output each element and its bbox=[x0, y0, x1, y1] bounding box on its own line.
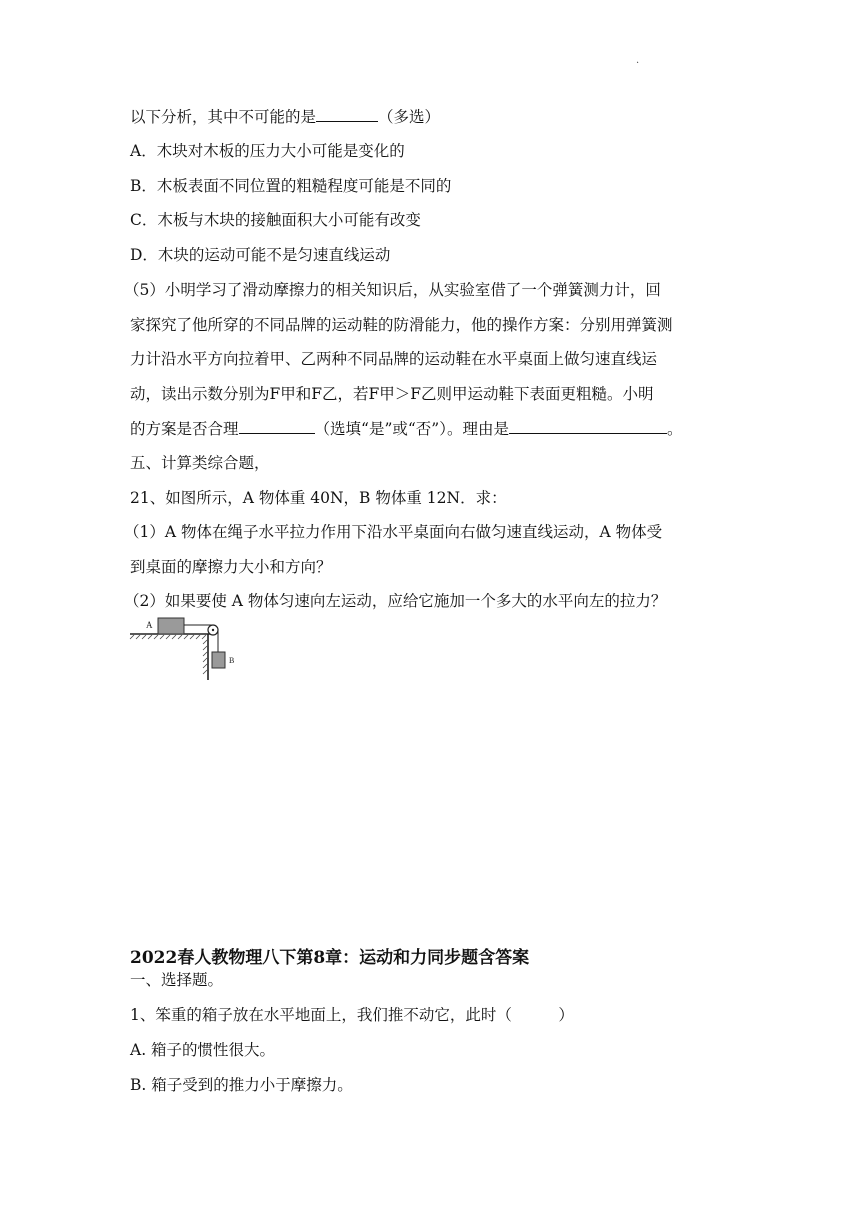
q21-part2: （2）如果要使 A 物体匀速向左运动，应给它施加一个多大的水平向左的拉力？ bbox=[124, 592, 667, 610]
q5-line5 bbox=[130, 418, 682, 439]
q5-line5-a: 的方案是否合理 bbox=[130, 420, 239, 438]
q1-option-b: B. 箱子受到的推力小于摩擦力。 bbox=[130, 1076, 353, 1094]
q5-line4: 动，读出示数分别为F甲和F乙，若F甲＞F乙则甲运动鞋下表面更粗糙。小明 bbox=[130, 385, 654, 403]
q4-stem bbox=[130, 106, 440, 127]
q4-option-a: A．木块对木板的压力大小可能是变化的 bbox=[130, 142, 405, 160]
q4-stem-suffix: （多选） bbox=[378, 108, 441, 126]
q5-line2: 家探究了他所穿的不同品牌的运动鞋的防滑能力，他的操作方案：分别用弹簧测 bbox=[130, 316, 673, 334]
q4-option-b: B．木板表面不同位置的粗糙程度可能是不同的 bbox=[130, 177, 452, 195]
q1-stem: 1、笨重的箱子放在水平地面上，我们推不动它，此时（ ） bbox=[130, 1006, 574, 1024]
q4-option-c: C．木板与木块的接触面积大小可能有改变 bbox=[130, 211, 421, 229]
q5-line5-c: 。 bbox=[666, 420, 683, 438]
header-dot: · bbox=[636, 58, 640, 69]
block-b bbox=[212, 652, 225, 668]
q5-line3: 力计沿水平方向拉着甲、乙两种不同品牌的运动鞋在水平桌面上做匀速直线运 bbox=[130, 350, 658, 368]
section-five-heading: 五、计算类综合题， bbox=[130, 454, 270, 472]
document-title: 2022春人教物理八下第8章：运动和力同步题含答案 bbox=[130, 948, 530, 968]
section-one-heading: 一、选择题。 bbox=[130, 971, 224, 989]
q5-line5-b: （选填“是”或“否”）。理由是 bbox=[314, 420, 509, 438]
pulley-diagram bbox=[128, 608, 244, 696]
q4-stem-prefix: 以下分析，其中不可能的是 bbox=[130, 108, 317, 126]
pulley-axle-icon bbox=[212, 629, 214, 631]
q4-option-d: D．木块的运动可能不是匀速直线运动 bbox=[130, 246, 391, 264]
q21-stem: 21、如图所示，A 物体重 40N，B 物体重 12N．求： bbox=[130, 489, 507, 507]
label-a: A bbox=[146, 620, 153, 630]
answer-blank[interactable] bbox=[239, 418, 315, 434]
answer-blank[interactable] bbox=[509, 418, 667, 434]
edge-hatching bbox=[203, 640, 207, 674]
table-hatching bbox=[130, 635, 206, 639]
q21-part1-line2: 到桌面的摩擦力大小和方向？ bbox=[130, 558, 332, 576]
answer-blank[interactable] bbox=[316, 106, 378, 122]
block-a bbox=[158, 618, 184, 634]
q1-option-a: A. 箱子的惯性很大。 bbox=[130, 1041, 276, 1059]
label-b: B bbox=[229, 656, 235, 665]
q5-line1: （5）小明学习了滑动摩擦力的相关知识后，从实验室借了一个弹簧测力计，回 bbox=[124, 281, 661, 299]
q21-part1-line1: （1）A 物体在绳子水平拉力作用下沿水平桌面向右做匀速直线运动，A 物体受 bbox=[124, 523, 663, 541]
